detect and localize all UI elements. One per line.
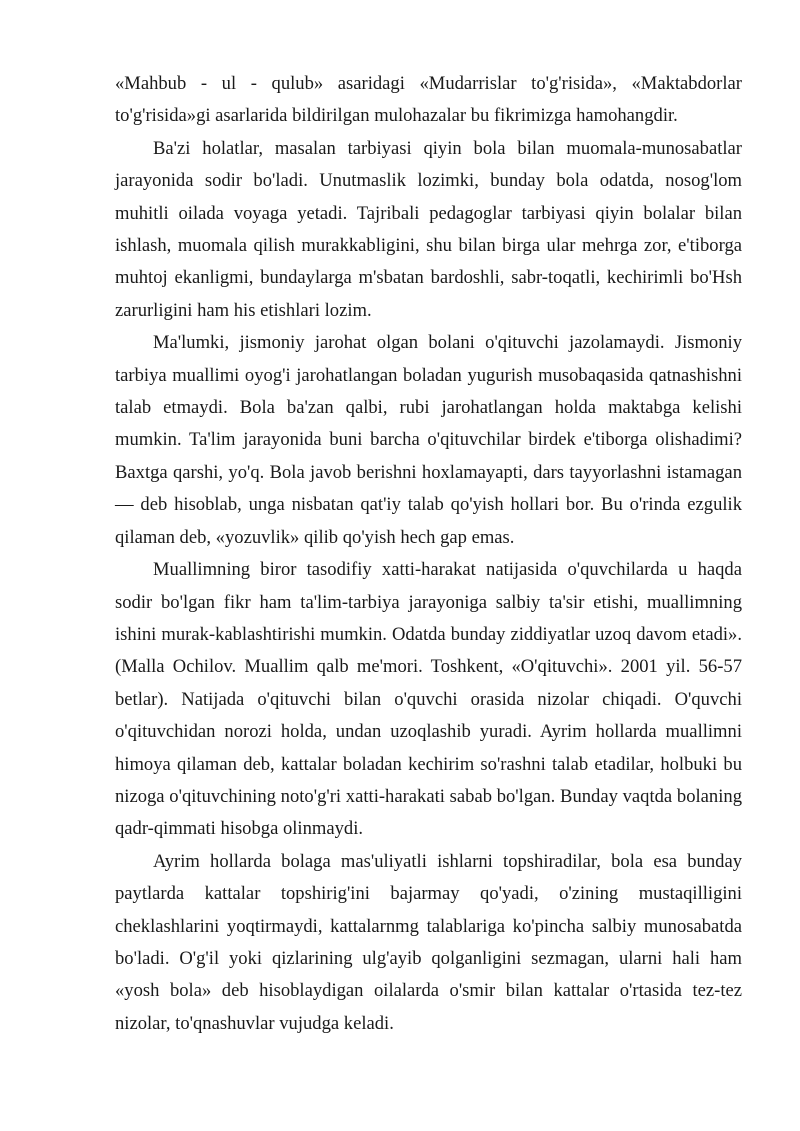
paragraph-physical-injury: Ma'lumki, jismoniy jarohat olgan bolani o'qituvchi jazolamaydi. Jismoniy tarbiya muallimi oyog'i jarohatlangan boladan yugurish musobaqasida qatnashishni talab etmaydi. Bola ba'zan qalbi, rubi jarohatlangan holda maktabga kelishi mumkin. Ta'lim jarayonida buni barcha o'qituvchilar birdek e'tiborga olishadimi? Baxtga qarshi, yo'q. Bola javob berishni hoxlamayapti, dars tayyorlashni istamagan — deb hisoblab, unga nisbatan qat'iy talab qo'yish hollari bor. Bu o'rinda ezgulik qilaman deb, «yozuvlik» qilib qo'yish hech gap emas. [115,332,742,548]
paragraph-difficult-child: Ba'zi holatlar, masalan tarbiyasi qiyin bola bilan muomala-munosabatlar jarayonida sodir bo'ladi. Unutmaslik lozimki, bunday bola odatda, nosog'lom muhitli oilada voyaga yetadi. Tajribali pedagoglar tarbiyasi qiyin bolalar bilan ishlash, muomala qilish murakkabligini, shu bilan birga ular mehrga zor, e'tiborga muhtoj ekanligmi, bundaylarga m'sbatan bardoshli, sabr-toqatli, kechirimli bo'Hsh zarurligini ham his etishlari lozim. [115,137,742,321]
paragraph-continuation: «Mahbub - ul - qulub» asaridagi «Mudarrislar to'g'risida», «Maktabdorlar to'g'risida»gi asarlarida bildirilgan mulohazalar bu fikrimizga hamohangdir. [115,73,742,127]
paragraph-teacher-conflict: Muallimning biror tasodifiy xatti-harakat natijasida o'quvchilarda u haqda sodir bo'lgan fikr ham ta'lim-tarbiya jarayoniga salbiy ta'sir etishi, muallimning ishini murak-kablashtirishi mumkin. Odatda bunday ziddiyatlar uzoq davom etadi». (Malla Ochilov. Muallim qalb me'mori. Toshkent, «O'qituvchi». 2001 yil. 56-57 betlar). Natijada o'qituvchi bilan o'quvchi orasida nizolar chiqadi. O'quvchi o'qituvchidan norozi holda, undan uzoqlashib yuradi. Ayrim hollarda muallimni himoya qilaman deb, kattalar boladan kechirim so'rashni talab etadilar, holbuki bu nizoga o'qituvchining noto'g'ri xatti-harakati sabab bo'lgan. Bunday vaqtda bolaning qadr-qimmati hisobga olinmaydi. [115,559,742,840]
document-page [115,68,742,1040]
paragraph-responsibility: Ayrim hollarda bolaga mas'uliyatli ishlarni topshiradilar, bola esa bunday paytlarda kattalar topshirig'ini bajarmay qo'yadi, o'zining mustaqilligini cheklashlarini yoqtirmaydi, kattalarnmg talablariga ko'pincha salbiy munosabatda bo'ladi. O'g'il yoki qizlarining ulg'ayib qolganligini sezmagan, ularni hali ham «yosh bola» deb hisoblaydigan oilalarda o'smir bilan kattalar o'rtasida tez-tez nizolar, to'qnashuvlar vujudga keladi. [115,850,742,1034]
